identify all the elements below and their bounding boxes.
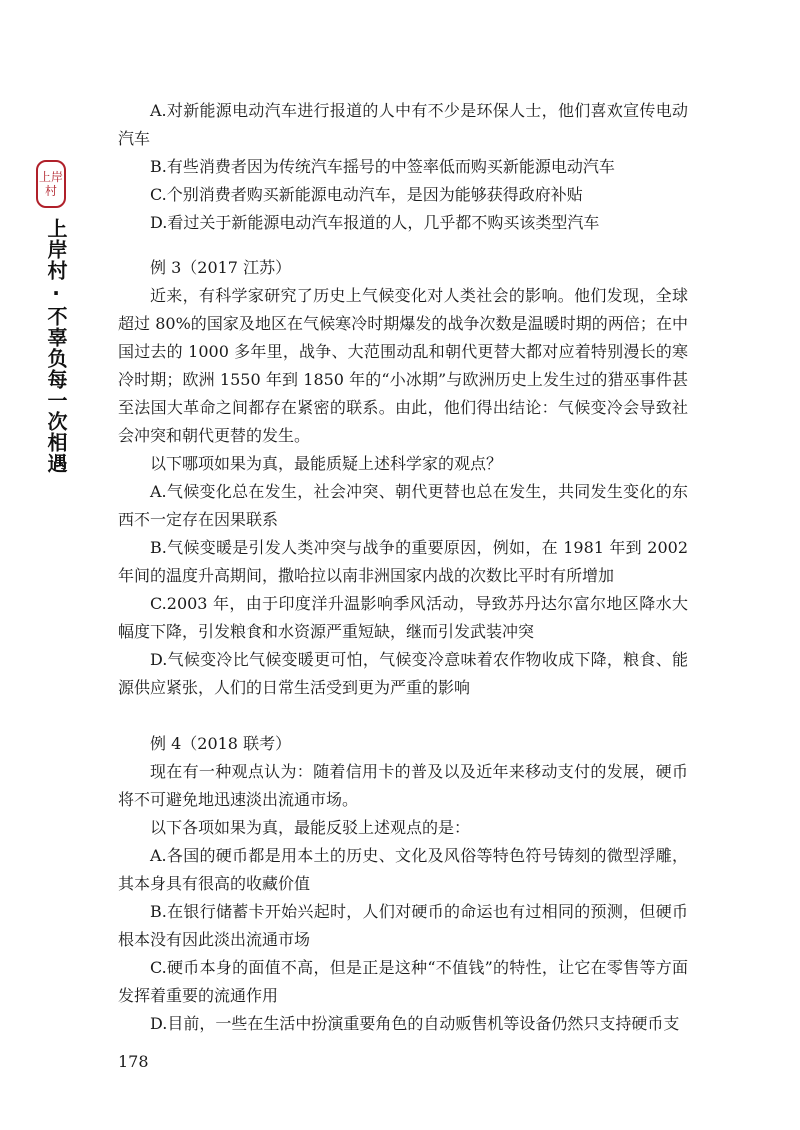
seal-line-1: 上岸 <box>38 170 63 184</box>
example-3-passage: 近来，有科学家研究了历史上气候变化对人类社会的影响。他们发现，全球超过 80%的国家及地区在气候寒冷时期爆发的战争次数是温暖时期的两倍；在中国过去的 1000 多年里，战争、大范围动乱和朝代更替大都对应着特别漫长的寒冷时期；欧洲 1550 年到 1850 年的“小冰期”与欧洲历史上发生过的猎巫事件甚至法国大革命之间都存在紧密的联系。由此，他们得出结论：气候变冷会导致社会冲突和朝代更替的发生。 <box>118 286 688 445</box>
brand-seal-logo <box>36 160 66 208</box>
example-4-option-d: D.目前，一些在生活中扮演重要角色的自动贩售机等设备仍然只支持硬币支 <box>150 1014 680 1033</box>
page-content <box>118 97 688 1038</box>
prev-option-d: D.看过关于新能源电动汽车报道的人，几乎都不购买该类型汽车 <box>150 213 600 232</box>
seal-line-2: 村 <box>44 184 57 198</box>
example-3-title: 例 3（2017 江苏） <box>150 258 292 277</box>
example-4-option-b: B.在银行储蓄卡开始兴起时，人们对硬币的命运也有过相同的预测，但硬币根本没有因此淡出流通市场 <box>118 902 688 949</box>
example-4-title: 例 4（2018 联考） <box>150 734 292 753</box>
prev-option-a: A.对新能源电动汽车进行报道的人中有不少是环保人士，他们喜欢宣传电动汽车 <box>118 101 688 148</box>
brand-sidebar <box>34 160 68 474</box>
example-4-question: 以下各项如果为真，最能反驳上述观点的是： <box>150 818 471 837</box>
example-3-option-d: D.气候变冷比气候变暖更可怕，气候变冷意味着农作物收成下降，粮食、能源供应紧张，人们的日常生活受到更为严重的影响 <box>118 650 688 697</box>
prev-option-b: B.有些消费者因为传统汽车摇号的中签率低而购买新能源电动汽车 <box>150 157 615 176</box>
example-3-option-b: B.气候变暖是引发人类冲突与战争的重要原因，例如，在 1981 年到 2002 年间的温度升高期间，撒哈拉以南非洲国家内战的次数比平时有所增加 <box>118 538 688 585</box>
example-3-question: 以下哪项如果为真，最能质疑上述科学家的观点？ <box>150 454 503 473</box>
example-3-option-a: A.气候变化总在发生，社会冲突、朝代更替也总在发生，共同发生变化的东西不一定存在因果联系 <box>118 482 688 529</box>
brand-slogan: 上岸村·不辜负每一次相遇 <box>44 218 68 474</box>
page-number: 178 <box>118 1052 149 1071</box>
example-4-option-a: A.各国的硬币都是用本土的历史、文化及风俗等特色符号铸刻的微型浮雕，其本身具有很高的收藏价值 <box>118 846 688 893</box>
prev-option-c: C.个别消费者购买新能源电动汽车，是因为能够获得政府补贴 <box>150 185 583 204</box>
example-4-option-c: C.硬币本身的面值不高，但是正是这种“不值钱”的特性，让它在零售等方面发挥着重要的流通作用 <box>118 958 688 1005</box>
example-4-passage: 现在有一种观点认为：随着信用卡的普及以及近年来移动支付的发展，硬币将不可避免地迅速淡出流通市场。 <box>118 762 688 809</box>
example-3-option-c: C.2003 年，由于印度洋升温影响季风活动，导致苏丹达尔富尔地区降水大幅度下降，引发粮食和水资源严重短缺，继而引发武装冲突 <box>118 594 688 641</box>
